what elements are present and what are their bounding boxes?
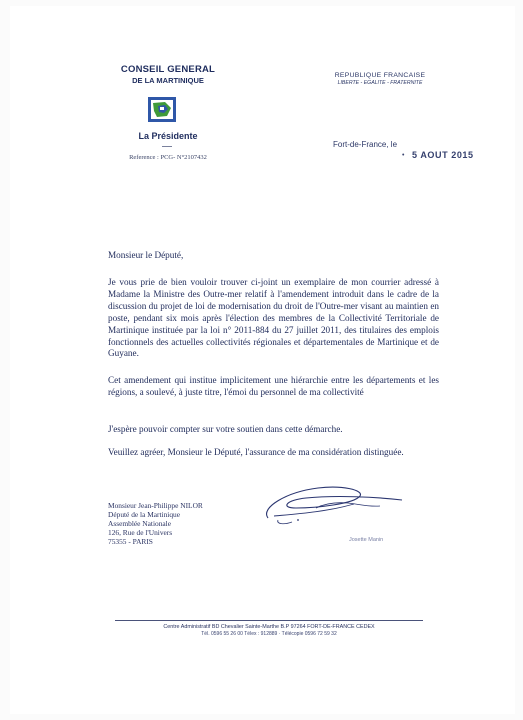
recipient-institution: Assemblée Nationale <box>108 519 172 529</box>
body-paragraph-2: Cet amendement qui institue implicitement une hiérarchie entre les départements et les régions, a soulevé, à juste titre, l'émoi du personnel de ma collectivité <box>108 375 439 397</box>
republic-motto: LIBERTE - EGALITE - FRATERNITE <box>337 80 423 86</box>
recipient-city: 75355 - PARIS <box>108 537 153 547</box>
recipient-address <box>108 501 203 546</box>
footer-contact: Tél. 0596 55 26 00 Télex : 912889 · Télécopie 0596 72 59 32 <box>201 631 337 637</box>
office-title: La Présidente <box>138 131 198 141</box>
date-stamp: 5 AOUT 2015 <box>412 150 474 161</box>
organization-name: CONSEIL GENERAL <box>120 64 216 75</box>
place-line: Fort-de-France, le <box>333 140 398 149</box>
footer-divider <box>115 620 423 621</box>
reference-number: Reference : PCG- N°2107432 <box>129 154 207 161</box>
recipient-street: 126, Rue de l'Univers <box>108 528 173 538</box>
divider <box>162 146 172 147</box>
organization-region: DE LA MARTINIQUE <box>132 76 204 85</box>
footer-address: Centre Administratif BD Chevalier Sainte-Marthe B.P 97264 FORT-DE-FRANCE CEDEX <box>163 624 375 630</box>
letterhead-organization <box>118 64 218 85</box>
salutation: Monsieur le Député, <box>108 250 184 260</box>
republic-name: REPUBLIQUE FRANCAISE <box>334 72 426 79</box>
signer-name: Josette Manin <box>349 537 384 543</box>
date-mark: • <box>402 152 405 159</box>
recipient-title: Député de la Martinique <box>108 510 181 520</box>
republic-header <box>330 72 430 86</box>
body-paragraph-3: J'espère pouvoir compter sur votre soutien dans cette démarche. <box>108 424 343 434</box>
recipient-name: Monsieur Jean-Philippe NILOR <box>108 501 203 510</box>
closing-paragraph: Veuillez agréer, Monsieur le Député, l'assurance de ma considération distinguée. <box>108 447 404 457</box>
conseil-general-logo-icon <box>147 96 177 123</box>
handwritten-signature-icon <box>256 478 406 534</box>
body-paragraph-1: Je vous prie de bien vouloir trouver ci-joint un exemplaire de mon courrier adressé à Madame la Ministre des Outre-mer relatif à l'amendement introduit dans le cadre de la discussion du projet de loi de modernisation du droit de l'Outre-mer visant au maintien en poste, pendant six mois après l'élection des membres de la Collectivité Territoriale de Martinique instituée par la loi n° 2011-884 du 27 juillet 2011, des titulaires des emplois fonctionnels des actuelles collectivités régionales et départementales de Martinique et de Guyane. <box>108 277 439 359</box>
